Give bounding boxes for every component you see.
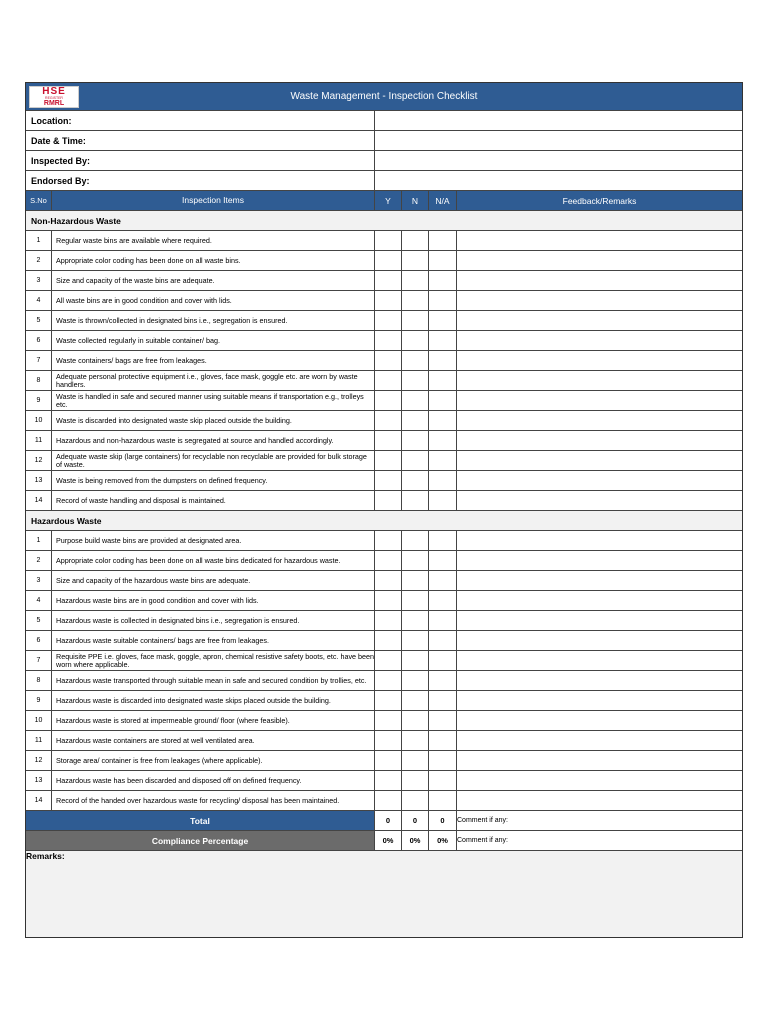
row-number: 8 (26, 671, 52, 690)
checklist-row (26, 671, 742, 691)
inspection-item-text: Hazardous waste containers are stored at well ventilated area. (52, 731, 375, 750)
feedback-cell[interactable] (457, 791, 742, 810)
feedback-cell[interactable] (457, 451, 742, 470)
feedback-cell[interactable] (457, 671, 742, 690)
no-cell[interactable] (402, 491, 429, 510)
na-cell[interactable] (429, 591, 457, 610)
row-number: 12 (26, 451, 52, 470)
na-cell[interactable] (429, 291, 457, 310)
yes-cell[interactable] (375, 611, 402, 630)
total-label: Total (26, 811, 375, 830)
no-cell[interactable] (402, 251, 429, 270)
inspection-item-text: Waste is thrown/collected in designated bins i.e., segregation is ensured. (52, 311, 375, 330)
checklist-row (26, 351, 742, 371)
inspection-item-text: Storage area/ container is free from leakages (where applicable). (52, 751, 375, 770)
yes-cell[interactable] (375, 711, 402, 730)
checklist-sections (26, 211, 742, 811)
inspection-item-text: Purpose build waste bins are provided at designated area. (52, 531, 375, 550)
checklist-row (26, 631, 742, 651)
column-header-n: N (402, 191, 429, 210)
compliance-row (26, 831, 742, 851)
section-header: Non-Hazardous Waste (26, 211, 742, 231)
yes-cell[interactable] (375, 451, 402, 470)
yes-cell[interactable] (375, 391, 402, 410)
inspected-by-label: Inspected By: (26, 151, 375, 170)
total-comment[interactable]: Comment if any: (457, 817, 508, 824)
row-number: 3 (26, 271, 52, 290)
row-number: 11 (26, 431, 52, 450)
feedback-cell[interactable] (457, 411, 742, 430)
checklist-row (26, 331, 742, 351)
checklist-row (26, 591, 742, 611)
yes-cell[interactable] (375, 311, 402, 330)
na-cell[interactable] (429, 531, 457, 550)
inspection-item-text: Hazardous waste has been discarded and disposed off on defined frequency. (52, 771, 375, 790)
na-cell[interactable] (429, 611, 457, 630)
no-cell[interactable] (402, 551, 429, 570)
feedback-cell[interactable] (457, 431, 742, 450)
row-number: 13 (26, 771, 52, 790)
no-cell[interactable] (402, 691, 429, 710)
row-number: 2 (26, 551, 52, 570)
yes-cell[interactable] (375, 531, 402, 550)
yes-cell[interactable] (375, 411, 402, 430)
checklist-row (26, 291, 742, 311)
feedback-cell[interactable] (457, 391, 742, 410)
no-cell[interactable] (402, 531, 429, 550)
no-cell[interactable] (402, 591, 429, 610)
no-cell[interactable] (402, 331, 429, 350)
no-cell[interactable] (402, 231, 429, 250)
feedback-cell[interactable] (457, 271, 742, 290)
column-header-row (26, 191, 742, 211)
inspection-item-text: Size and capacity of the waste bins are adequate. (52, 271, 375, 290)
yes-cell[interactable] (375, 631, 402, 650)
inspection-item-text: Requisite PPE i.e. gloves, face mask, goggle, apron, chemical resistive safety boots, etc. have been worn where applicable. (52, 651, 375, 670)
inspection-checklist-sheet (25, 82, 743, 938)
yes-cell[interactable] (375, 691, 402, 710)
checklist-row (26, 491, 742, 511)
yes-cell[interactable] (375, 771, 402, 790)
no-cell[interactable] (402, 411, 429, 430)
column-header-feedback: Feedback/Remarks (562, 195, 637, 206)
feedback-cell[interactable] (457, 571, 742, 590)
feedback-cell[interactable] (457, 471, 742, 490)
yes-cell[interactable] (375, 671, 402, 690)
na-cell[interactable] (429, 271, 457, 290)
row-number: 5 (26, 611, 52, 630)
no-cell[interactable] (402, 731, 429, 750)
row-number: 6 (26, 331, 52, 350)
checklist-row (26, 711, 742, 731)
feedback-cell[interactable] (457, 231, 742, 250)
inspection-item-text: Size and capacity of the hazardous waste bins are adequate. (52, 571, 375, 590)
no-cell[interactable] (402, 471, 429, 490)
column-header-sno: S.No (26, 191, 52, 210)
yes-cell[interactable] (375, 471, 402, 490)
total-row (26, 811, 742, 831)
checklist-row (26, 471, 742, 491)
yes-cell[interactable] (375, 551, 402, 570)
checklist-row (26, 391, 742, 411)
title-bar (26, 83, 742, 111)
checklist-row (26, 691, 742, 711)
na-cell[interactable] (429, 311, 457, 330)
yes-cell[interactable] (375, 351, 402, 370)
total-n: 0 (402, 811, 429, 830)
row-number: 10 (26, 711, 52, 730)
na-cell[interactable] (429, 331, 457, 350)
info-row-endorsed-by (26, 171, 742, 191)
yes-cell[interactable] (375, 591, 402, 610)
na-cell[interactable] (429, 791, 457, 810)
feedback-cell[interactable] (457, 491, 742, 510)
row-number: 9 (26, 391, 52, 410)
checklist-row (26, 751, 742, 771)
na-cell[interactable] (429, 731, 457, 750)
row-number: 3 (26, 571, 52, 590)
company-logo: HSE REGISTER RMRL (29, 86, 79, 108)
no-cell[interactable] (402, 271, 429, 290)
feedback-cell[interactable] (457, 331, 742, 350)
row-number: 4 (26, 591, 52, 610)
no-cell[interactable] (402, 751, 429, 770)
yes-cell[interactable] (375, 271, 402, 290)
checklist-row (26, 431, 742, 451)
yes-cell[interactable] (375, 491, 402, 510)
row-number: 7 (26, 351, 52, 370)
inspection-item-text: Hazardous waste is collected in designated bins i.e., segregation is ensured. (52, 611, 375, 630)
na-cell[interactable] (429, 751, 457, 770)
checklist-row (26, 451, 742, 471)
no-cell[interactable] (402, 431, 429, 450)
inspection-item-text: Hazardous and non-hazardous waste is segregated at source and handled accordingly. (52, 431, 375, 450)
no-cell[interactable] (402, 611, 429, 630)
row-number: 7 (26, 651, 52, 670)
feedback-cell[interactable] (457, 371, 742, 390)
no-cell[interactable] (402, 631, 429, 650)
na-cell[interactable] (429, 571, 457, 590)
checklist-row (26, 271, 742, 291)
na-cell[interactable] (429, 651, 457, 670)
inspection-item-text: Hazardous waste is discarded into designated waste skips placed outside the building. (52, 691, 375, 710)
feedback-cell[interactable] (457, 251, 742, 270)
na-cell[interactable] (429, 551, 457, 570)
row-number: 14 (26, 491, 52, 510)
inspection-item-text: Hazardous waste bins are in good condition and cover with lids. (52, 591, 375, 610)
na-cell[interactable] (429, 771, 457, 790)
inspected-by-field[interactable] (375, 151, 742, 170)
row-number: 9 (26, 691, 52, 710)
no-cell[interactable] (402, 391, 429, 410)
no-cell[interactable] (402, 671, 429, 690)
checklist-row (26, 531, 742, 551)
checklist-row (26, 371, 742, 391)
feedback-cell[interactable] (457, 711, 742, 730)
feedback-cell[interactable] (457, 611, 742, 630)
location-field[interactable] (375, 111, 742, 130)
feedback-cell[interactable] (457, 591, 742, 610)
row-number: 1 (26, 231, 52, 250)
yes-cell[interactable] (375, 431, 402, 450)
inspection-item-text: Hazardous waste suitable containers/ bags are free from leakages. (52, 631, 375, 650)
na-cell[interactable] (429, 351, 457, 370)
compliance-y: 0% (375, 831, 402, 850)
page-title: Waste Management - Inspection Checklist (290, 91, 478, 102)
no-cell[interactable] (402, 291, 429, 310)
no-cell[interactable] (402, 571, 429, 590)
checklist-row (26, 571, 742, 591)
row-number: 8 (26, 371, 52, 390)
inspection-item-text: Adequate personal protective equipment i.e., gloves, face mask, goggle etc. are worn by waste handlers. (52, 371, 375, 390)
compliance-comment[interactable]: Comment if any: (457, 837, 508, 844)
inspection-item-text: Record of waste handling and disposal is maintained. (52, 491, 375, 510)
no-cell[interactable] (402, 771, 429, 790)
no-cell[interactable] (402, 371, 429, 390)
row-number: 4 (26, 291, 52, 310)
inspection-item-text: Waste containers/ bags are free from leakages. (52, 351, 375, 370)
no-cell[interactable] (402, 651, 429, 670)
endorsed-by-label: Endorsed By: (26, 171, 375, 190)
checklist-row (26, 551, 742, 571)
info-row-date-time (26, 131, 742, 151)
column-header-y: Y (375, 191, 402, 210)
checklist-row (26, 791, 742, 811)
yes-cell[interactable] (375, 331, 402, 350)
row-number: 2 (26, 251, 52, 270)
inspection-item-text: Hazardous waste transported through suitable mean in safe and secured condition by trollies, etc. (52, 671, 375, 690)
no-cell[interactable] (402, 711, 429, 730)
remarks-label: Remarks: (26, 851, 65, 861)
inspection-item-text: Waste is discarded into designated waste skip placed outside the building. (52, 411, 375, 430)
inspection-item-text: Waste is being removed from the dumpsters on defined frequency. (52, 471, 375, 490)
checklist-row (26, 611, 742, 631)
row-number: 11 (26, 731, 52, 750)
feedback-cell[interactable] (457, 351, 742, 370)
na-cell[interactable] (429, 251, 457, 270)
row-number: 14 (26, 791, 52, 810)
row-number: 6 (26, 631, 52, 650)
feedback-cell[interactable] (457, 631, 742, 650)
total-na: 0 (429, 811, 457, 830)
no-cell[interactable] (402, 791, 429, 810)
no-cell[interactable] (402, 451, 429, 470)
checklist-row (26, 731, 742, 751)
date-time-field[interactable] (375, 131, 742, 150)
na-cell[interactable] (429, 231, 457, 250)
na-cell[interactable] (429, 431, 457, 450)
column-header-na: N/A (429, 191, 457, 210)
feedback-cell[interactable] (457, 551, 742, 570)
yes-cell[interactable] (375, 651, 402, 670)
na-cell[interactable] (429, 711, 457, 730)
inspection-item-text: Record of the handed over hazardous waste for recycling/ disposal has been maintained. (52, 791, 375, 810)
feedback-cell[interactable] (457, 751, 742, 770)
checklist-row (26, 311, 742, 331)
yes-cell[interactable] (375, 751, 402, 770)
column-header-items: Inspection Items (52, 191, 375, 210)
total-y: 0 (375, 811, 402, 830)
inspection-item-text: Adequate waste skip (large containers) for recyclable non recyclable are provided for bulk storage of waste. (52, 451, 375, 470)
na-cell[interactable] (429, 691, 457, 710)
date-time-label: Date & Time: (26, 131, 375, 150)
checklist-row (26, 651, 742, 671)
feedback-cell[interactable] (457, 771, 742, 790)
checklist-row (26, 771, 742, 791)
checklist-row (26, 231, 742, 251)
info-row-location (26, 111, 742, 131)
compliance-n: 0% (402, 831, 429, 850)
na-cell[interactable] (429, 371, 457, 390)
na-cell[interactable] (429, 451, 457, 470)
yes-cell[interactable] (375, 731, 402, 750)
yes-cell[interactable] (375, 371, 402, 390)
inspection-item-text: Regular waste bins are available where required. (52, 231, 375, 250)
endorsed-by-field[interactable] (375, 171, 742, 190)
no-cell[interactable] (402, 311, 429, 330)
na-cell[interactable] (429, 411, 457, 430)
inspection-item-text: Appropriate color coding has been done on all waste bins. (52, 251, 375, 270)
inspection-item-text: Hazardous waste is stored at impermeable ground/ floor (where feasible). (52, 711, 375, 730)
yes-cell[interactable] (375, 791, 402, 810)
compliance-na: 0% (429, 831, 457, 850)
inspection-item-text: All waste bins are in good condition and cover with lids. (52, 291, 375, 310)
checklist-row (26, 411, 742, 431)
row-number: 10 (26, 411, 52, 430)
no-cell[interactable] (402, 351, 429, 370)
feedback-cell[interactable] (457, 531, 742, 550)
inspection-item-text: Appropriate color coding has been done on all waste bins dedicated for hazardous waste. (52, 551, 375, 570)
location-label: Location: (26, 111, 375, 130)
compliance-label: Compliance Percentage (26, 831, 375, 850)
checklist-row (26, 251, 742, 271)
na-cell[interactable] (429, 631, 457, 650)
remarks-box[interactable] (26, 851, 742, 937)
yes-cell[interactable] (375, 291, 402, 310)
na-cell[interactable] (429, 391, 457, 410)
section-header: Hazardous Waste (26, 511, 742, 531)
row-number: 5 (26, 311, 52, 330)
yes-cell[interactable] (375, 231, 402, 250)
yes-cell[interactable] (375, 571, 402, 590)
row-number: 13 (26, 471, 52, 490)
feedback-cell[interactable] (457, 291, 742, 310)
feedback-cell[interactable] (457, 651, 742, 670)
feedback-cell[interactable] (457, 691, 742, 710)
row-number: 1 (26, 531, 52, 550)
yes-cell[interactable] (375, 251, 402, 270)
feedback-cell[interactable] (457, 731, 742, 750)
na-cell[interactable] (429, 671, 457, 690)
feedback-cell[interactable] (457, 311, 742, 330)
na-cell[interactable] (429, 471, 457, 490)
row-number: 12 (26, 751, 52, 770)
info-row-inspected-by (26, 151, 742, 171)
inspection-item-text: Waste is handled in safe and secured manner using suitable means if transportation e.g., trolleys etc. (52, 391, 375, 410)
na-cell[interactable] (429, 491, 457, 510)
inspection-item-text: Waste collected regularly in suitable container/ bag. (52, 331, 375, 350)
